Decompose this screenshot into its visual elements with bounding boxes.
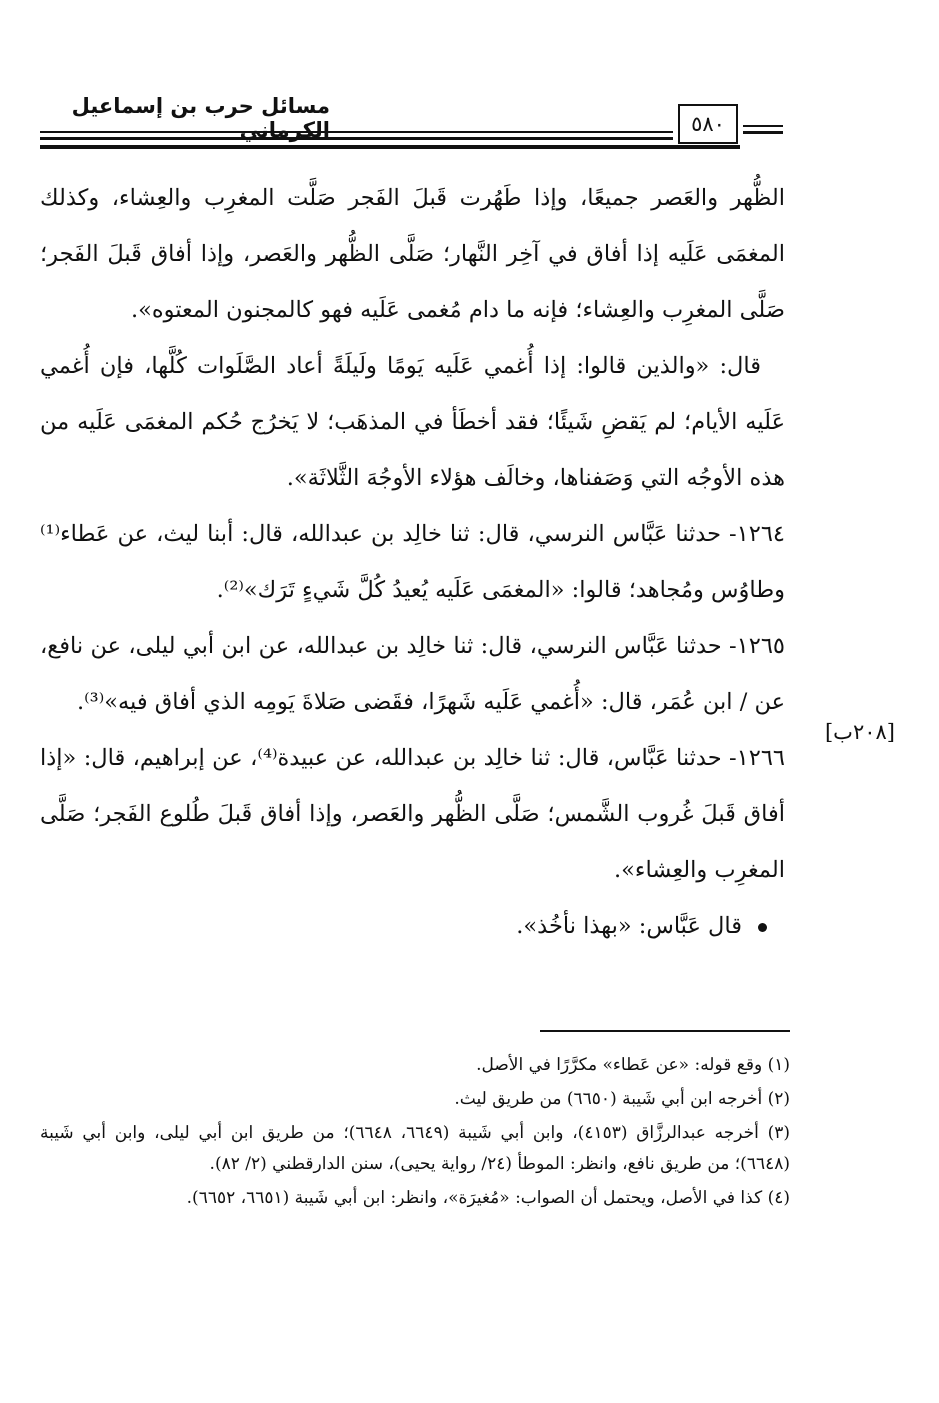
- hadith-1264: ١٢٦٤- حدثنا عَبَّاس النرسي، قال: ثنا خالِد بن عبدالله، قال: أبنا ليث، عن عَطاء⁽¹⁾ وطاوُس ومُجاهد؛ قالوا: «المغمَى عَلَيه يُعيدُ كُلَّ شَيءٍ تَرَك»⁽²⁾.: [40, 521, 785, 603]
- footnote-4: (٤) كذا في الأصل، ويحتمل أن الصواب: «مُغيرَة»، وانظر: ابن أبي شَيبة (٦٦٥١، ٦٦٥٢).: [186, 1188, 790, 1208]
- footnote-2: (٢) أخرجه ابن أبي شَيبة (٦٦٥٠) من طريق ليث.: [454, 1089, 790, 1109]
- header-rule: [40, 145, 740, 149]
- header-rule: [40, 131, 673, 133]
- paragraph: قال: «والذين قالوا: إذا أُغمي عَلَيه يَومًا ولَيلَةً أعاد الصَّلَوات كُلَّها، فإن أُغمي عَلَيه الأيام؛ لم يَقضِ شَيئًا؛ فقد أخطَأ في المذهَب؛ لا يَخرُج حُكم المغمَى عَلَيه من هذه الأوجُه التي وَصَفناها، وخالَف هؤلاء الأوجُهَ الثَّلاثَة».: [40, 353, 785, 491]
- header-rule: [40, 137, 673, 140]
- main-text: [40, 170, 785, 954]
- paragraph: الظُّهر والعَصر جميعًا، وإذا طَهُرت قَبلَ الفَجر صَلَّت المغرِب والعِشاء، وكذلك المغمَى عَلَيه إذا أفاق في آخِر النَّهار؛ صَلَّى الظُّهر والعَصر، وإذا أفاق قَبلَ الفَجر؛ صَلَّى المغرِب والعِشاء؛ فإنه ما دام مُغمى عَلَيه فهو كالمجنون المعتوه».: [40, 185, 785, 323]
- running-header-title: مسائل حرب بن إسماعيل الكرماني: [71, 94, 330, 142]
- bullet-icon: [758, 923, 767, 932]
- header-rule: [743, 131, 783, 134]
- header-rule: [743, 125, 783, 127]
- manuscript-folio-note: [٢٠٨ب]: [824, 720, 895, 744]
- footnote-separator: [540, 1030, 790, 1032]
- footnote-1: (١) وقع قوله: «عن عَطاء» مكرَّرًا في الأصل.: [476, 1055, 790, 1075]
- footnotes: [40, 1050, 790, 1217]
- hadith-1266: ١٢٦٦- حدثنا عَبَّاس، قال: ثنا خالِد بن عبدالله، عن عبيدة⁽⁴⁾، عن إبراهيم، قال: «إذا أفاق قَبلَ غُروب الشَّمس؛ صَلَّى الظُّهر والعَصر، وإذا أفاق قَبلَ طُلوع الفَجر؛ صَلَّى المغرِب والعِشاء».: [40, 745, 785, 883]
- page-number: ٥٨٠: [678, 104, 738, 144]
- footnote-3: (٣) أخرجه عبدالرزَّاق (٤١٥٣)، وابن أبي شَيبة (٦٦٤٩، ٦٦٤٨)؛ من طريق ابن أبي ليلى، وابن أبي شَيبة (٦٦٤٨)؛ من طريق نافع، وانظر: الموطأ (٢٤/ رواية يحيى)، سنن الدارقطني (٢/ ٨٢).: [40, 1123, 791, 1174]
- closing-statement: [40, 898, 785, 954]
- closing-statement-text: قال عَبَّاس: «بهذا نأخُذ».: [516, 913, 742, 939]
- hadith-1265: ١٢٦٥- حدثنا عَبَّاس النرسي، قال: ثنا خالِد بن عبدالله، عن ابن أبي ليلى، عن نافع، عن / ابن عُمَر، قال: «أُغمي عَلَيه شَهرًا، فقَضى صَلاةَ يَومِه الذي أفاق فيه»⁽³⁾.: [40, 633, 785, 715]
